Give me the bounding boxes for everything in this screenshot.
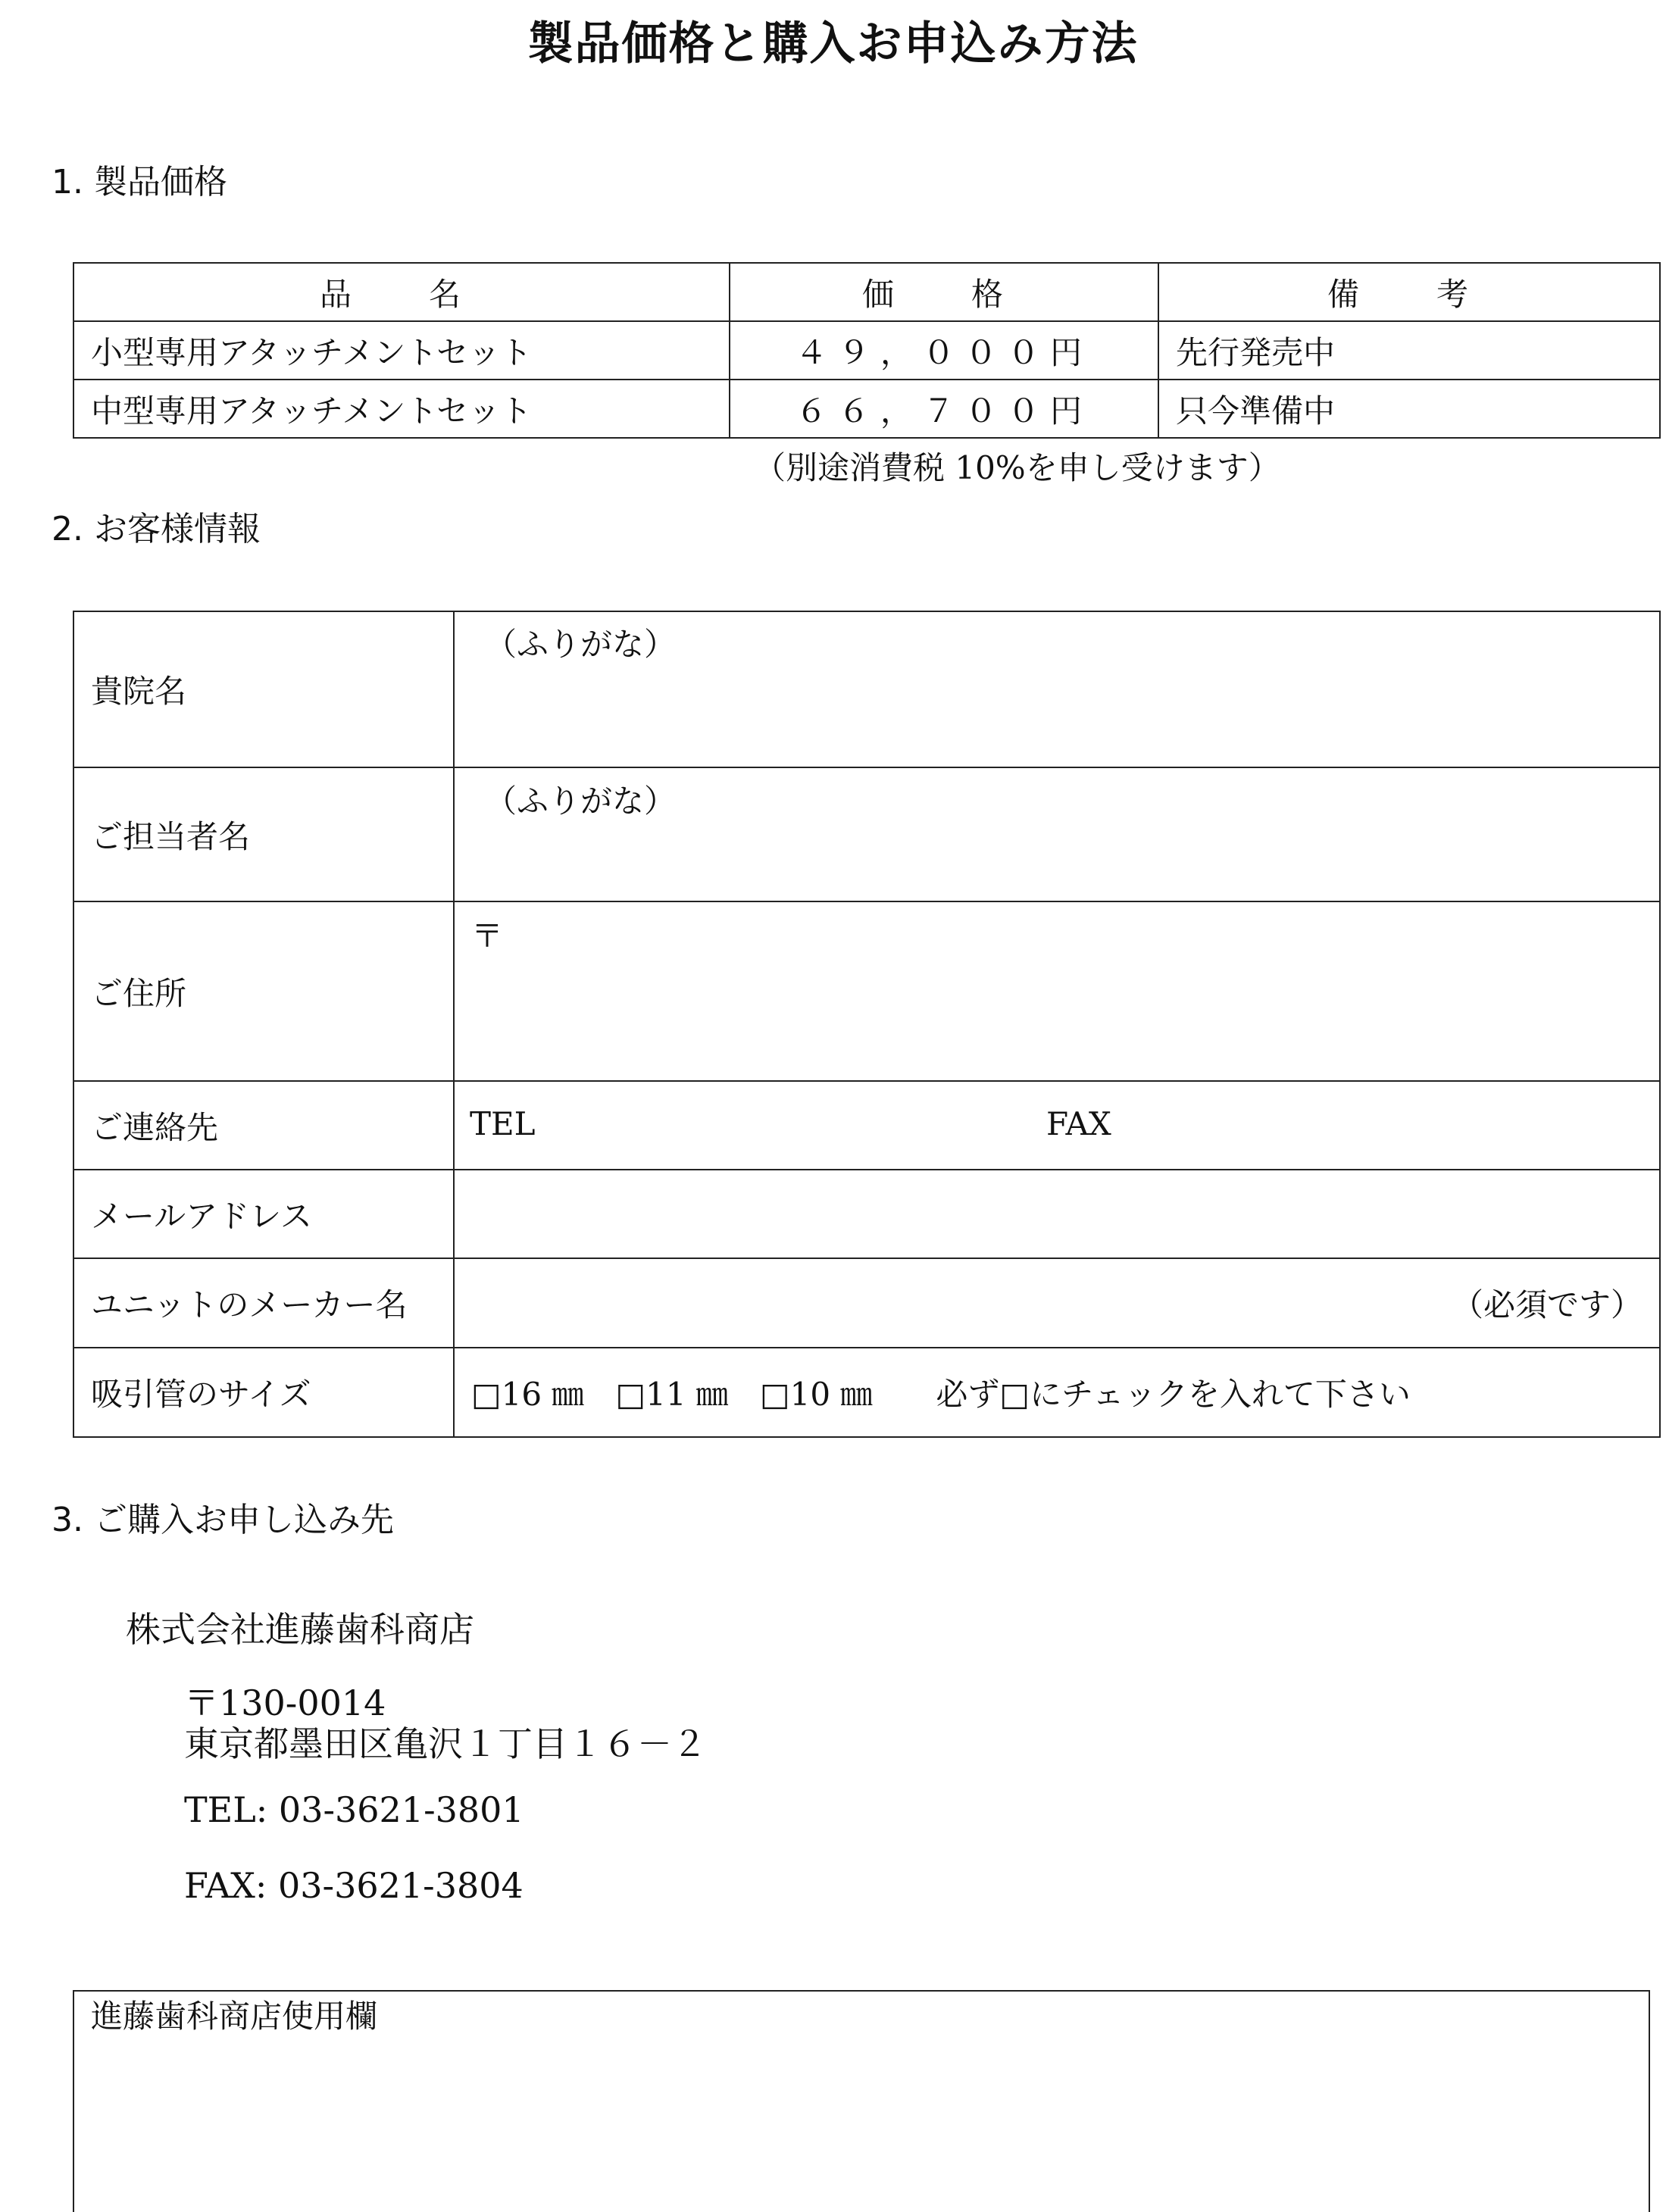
section-heading-order: 3. ご購入お申し込み先 <box>52 1501 394 1539</box>
header-remarks: 備 考 <box>1158 263 1660 321</box>
maker-field[interactable] <box>454 1258 1660 1348</box>
office-use-label: 進藤歯科商店使用欄 <box>91 1998 378 2035</box>
size-row <box>73 1348 1660 1437</box>
header-price: 価 格 <box>730 263 1158 321</box>
product-remark: 只今準備中 <box>1158 380 1660 438</box>
customer-info-table <box>73 611 1661 1438</box>
price-table <box>73 262 1661 439</box>
product-name: 小型専用アタッチメントセット <box>73 321 730 380</box>
table-row <box>73 380 1660 438</box>
clinic-row <box>73 611 1660 767</box>
phone-label: ご連絡先 <box>73 1081 454 1170</box>
tel-label: TEL <box>470 1105 536 1142</box>
size-label: 吸引管のサイズ <box>73 1348 454 1437</box>
address-field[interactable] <box>454 901 1660 1081</box>
phone-row <box>73 1081 1660 1170</box>
contact-furigana: （ふりがな） <box>485 783 677 820</box>
header-product-name: 品 名 <box>73 263 730 321</box>
contact-label: ご担当者名 <box>73 767 454 901</box>
size-options[interactable]: □16 ㎜ □11 ㎜ □10 ㎜ 必ず□にチェックを入れて下さい <box>454 1348 1660 1437</box>
company-address: 東京都墨田区亀沢１丁目１６－２ <box>184 1723 707 1764</box>
maker-row <box>73 1258 1660 1348</box>
fax-label: FAX <box>1046 1105 1111 1142</box>
company-postal: 〒130-0014 <box>184 1682 386 1723</box>
product-name: 中型専用アタッチメントセット <box>73 380 730 438</box>
table-row <box>73 321 1660 380</box>
company-tel: TEL: 03-3621-3801 <box>184 1789 524 1830</box>
clinic-label: 貴院名 <box>73 611 454 767</box>
postal-mark: 〒 <box>471 917 504 954</box>
address-label: ご住所 <box>73 901 454 1081</box>
company-fax: FAX: 03-3621-3804 <box>184 1865 524 1906</box>
office-use-box <box>73 1990 1650 2212</box>
maker-label: ユニットのメーカー名 <box>73 1258 454 1348</box>
section-heading-price: 1. 製品価格 <box>52 163 227 202</box>
company-name: 株式会社進藤歯科商店 <box>126 1609 474 1650</box>
page-title: 製品価格と購入お申込み方法 <box>527 17 1139 70</box>
product-remark: 先行発売中 <box>1158 321 1660 380</box>
contact-row <box>73 767 1660 901</box>
product-price: ４９，０００円 <box>730 321 1158 380</box>
maker-required-note: （必須です） <box>1451 1286 1643 1323</box>
tax-note: （別途消費税 10%を申し受けます） <box>754 449 1280 486</box>
email-row <box>73 1170 1660 1258</box>
section-heading-customer: 2. お客様情報 <box>52 510 261 548</box>
product-price: ６６，７００円 <box>730 380 1158 438</box>
table-header-row <box>73 263 1660 321</box>
email-field[interactable] <box>454 1170 1660 1258</box>
email-label: メールアドレス <box>73 1170 454 1258</box>
address-row <box>73 901 1660 1081</box>
clinic-furigana: （ふりがな） <box>485 626 677 663</box>
